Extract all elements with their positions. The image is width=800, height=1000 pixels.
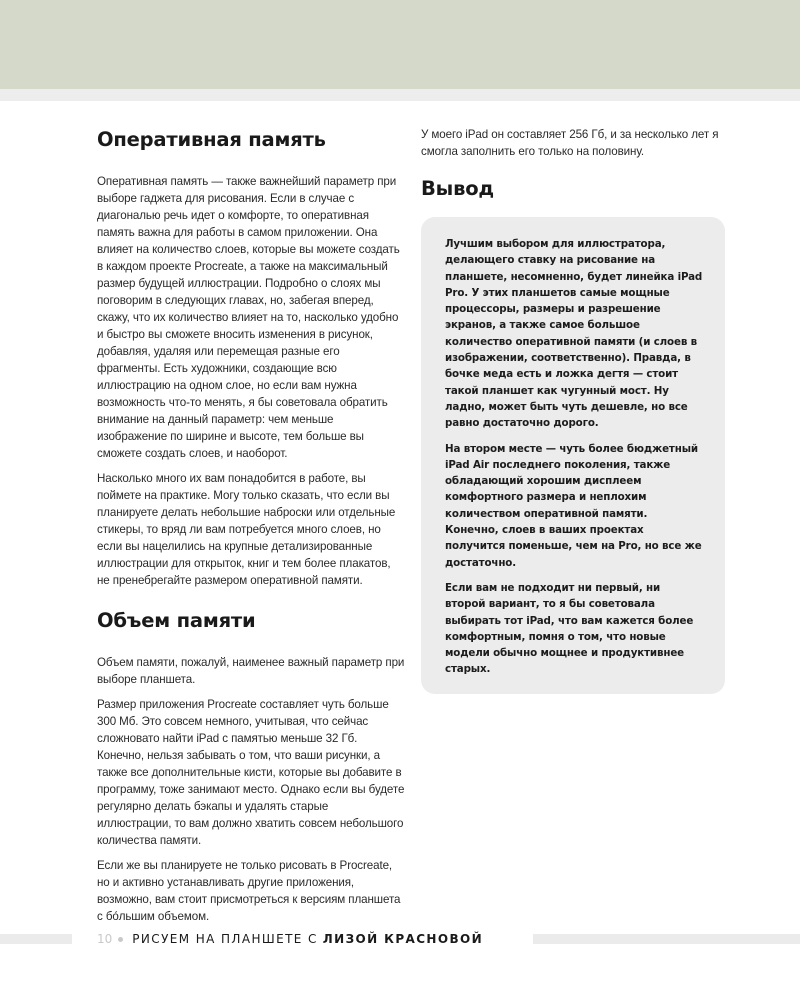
footer-bar-left [0, 934, 72, 944]
footer-separator-dot [118, 937, 123, 942]
page-footer [97, 931, 483, 947]
storage-paragraph-1: Объем памяти, пожалуй, наименее важный параметр при выборе планшета. [97, 656, 405, 686]
running-author: ЛИЗОЙ КРАСНОВОЙ [322, 932, 484, 946]
section-heading-storage: Объем памяти [97, 609, 256, 632]
conclusion-paragraph-3: Если вам не подходит ни первый, ни второй вариант, то я бы советовала выбирать тот iPad, что вам кажется более комфортным, помня о том, что новые модели обычно мощнее и продуктивнее старых. [445, 581, 694, 676]
left-column [97, 122, 405, 933]
storage-continuation-paragraph: У моего iPad он составляет 256 Гб, и за несколько лет я смогла заполнить его только на половину. [421, 128, 719, 158]
section-heading-ram: Оперативная память [97, 128, 326, 151]
storage-paragraph-2: Размер приложения Procreate составляет чуть больше 300 Мб. Это совсем немного, учитывая, что сейчас сложновато найти iPad с памятью меньше 32 Гб. Конечно, нельзя забывать о том, что ваши рисунки, а также все дополнительные кисти, которые вы добавите в программу, тоже занимают место. Однако если вы будете регулярно делать бэкапы и удалять старые иллюстрации, то вам должно хватить совсем небольшого количества памяти. [97, 698, 405, 847]
top-decorative-band [0, 0, 800, 89]
running-title: РИСУЕМ НА ПЛАНШЕТЕ С [132, 932, 318, 946]
ram-paragraph-1: Оперативная память — также важнейший параметр при выборе гаджета для рисования. Если в случае с диагональю речь идет о комфорте, то оперативная память важна для работы в самом приложении. Она влияет на количество слоев, которые вы можете создать в каждом проекте Procreate, а также на максимальный размер будущей иллюстрации. Подробно о слоях мы поговорим в следующих главах, но, забегая вперед, скажу, что их количество влияет на то, насколько удобно и быстро вы сможете вносить изменения в рисунок, добавляя, удаляя или перемещая разные его фрагменты. Есть художники, создающие всю иллюстрацию на одном слое, но если вам нужна возможность что-то менять, я бы советовала обратить внимание на данный параметр: чем меньше изображение по ширине и высоте, тем больше вы сможете создать слоев, и наоборот. [97, 175, 400, 460]
storage-paragraph-3: Если же вы планируете не только рисовать в Procreate, но и активно устанавливать другие приложения, возможно, вам стоит присмотреться к версиям планшета с бо́льшим объемом. [97, 859, 401, 923]
section-heading-conclusion: Вывод [421, 177, 494, 200]
right-column [421, 126, 725, 694]
top-divider-strip [0, 89, 800, 101]
ram-paragraph-2: Насколько много их вам понадобится в работе, вы поймете на практике. Могу только сказать, что если вы планируете делать небольшие наброски или отдельные стикеры, то вряд ли вам потребуется много слоев, но если вы нацелились на крупные детализированные иллюстрации для открыток, книг и тем более плакатов, не пренебрегайте размером оперативной памяти. [97, 472, 396, 587]
conclusion-callout-box [421, 217, 725, 694]
conclusion-paragraph-2: На втором месте — чуть более бюджетный iPad Air последнего поколения, также обладающий хорошим дисплеем комфортного размера и неплохим количеством оперативной памяти. Конечно, слоев в ваших проектах получится поменьше, чем на Pro, но все же достаточно. [445, 442, 702, 569]
page-number: 10 [97, 932, 113, 946]
conclusion-paragraph-1: Лучшим выбором для иллюстратора, делающего ставку на рисование на планшете, несомненно, будет линейка iPad Pro. У этих планшетов самые мощные процессоры, размеры и разрешение экранов, а также самое большое количество оперативной памяти (и слоев в изображении, соответственно). Правда, в бочке меда есть и ложка дегтя — стоит такой планшет как чугунный мост. Ну ладно, может быть чуть дешевле, но все равно достаточно дорого. [445, 238, 703, 430]
footer-bar-right [533, 934, 800, 944]
